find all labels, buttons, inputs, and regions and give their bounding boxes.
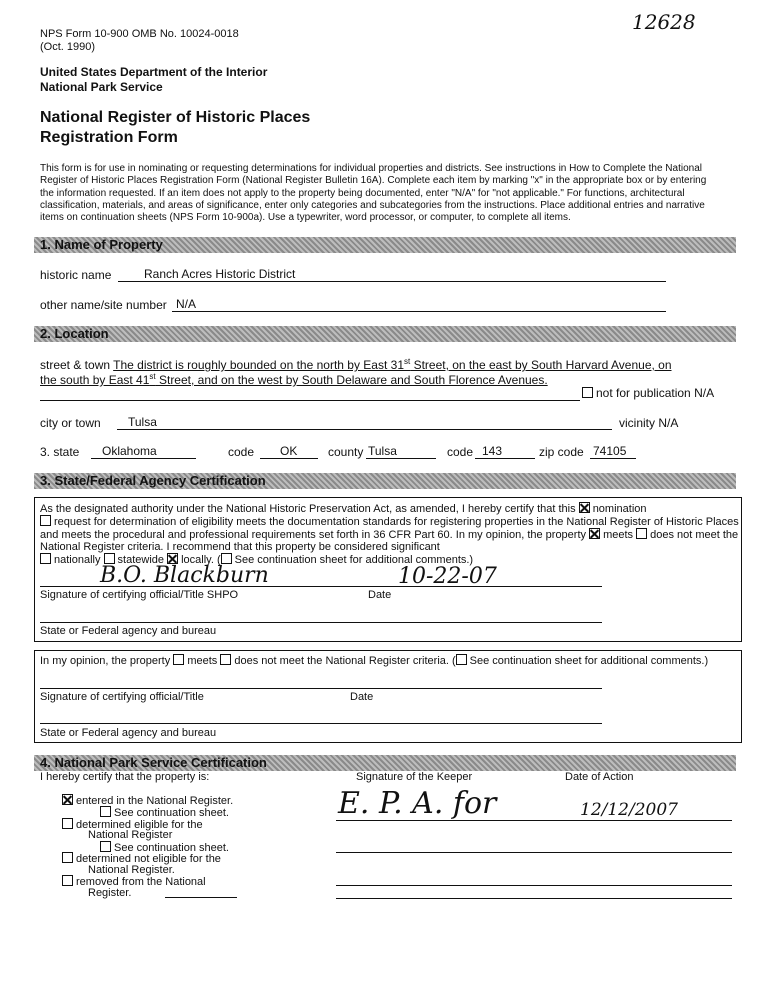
street-line2-b: Street, and on the west by South Delaware and South Florence Avenues. [155,373,548,387]
cert-line2 [40,515,739,528]
opinion-not-meet-checkbox[interactable] [220,654,231,665]
historic-name-line [118,281,666,282]
section4-band [34,755,736,771]
keeper-line-3 [336,885,732,886]
cert-line2-text: request for determination of eligibility meets the documentation standards for registering properties in the National Register of Historic Places [54,516,739,528]
other-name-label: other name/site number [40,298,167,312]
intro-line: the information requested. If an item does not apply to the property being documented, enter "N/A" for "not applicable." For functions, architectural [40,187,685,199]
county-line [366,458,436,459]
intro-paragraph [40,163,706,224]
county-code-line [475,458,535,459]
form-date: (Oct. 1990) [40,41,96,53]
does-not-meet-checkbox[interactable] [636,528,647,539]
state-code-line [260,458,318,459]
state-value[interactable]: Oklahoma [102,444,157,458]
see-cont-label-1: See continuation sheet. [114,807,229,819]
date-action-label: Date of Action [565,771,634,783]
removed-label-1: removed from the National [76,876,206,888]
opinion-not-meet-label: does not meet the National Register criteria. ( [234,655,456,667]
nomination-label: nomination [592,503,647,515]
state-code-value[interactable]: OK [280,444,298,458]
opinion-sig-label: Signature of certifying official/Title [40,691,204,703]
not-for-publication-checkbox[interactable] [582,387,593,398]
cert-line1-text: As the designated authority under the National Historic Preservation Act, as amended, I hereby certify that this [40,503,576,515]
entered-label: entered in the National Register. [76,795,234,807]
cert-line1 [40,502,647,515]
opinion-text: In my opinion, the property [40,655,171,667]
cert-line3-text: and meets the procedural and professional requirements set forth in 36 CFR Part 60. In my opinion, the property [40,529,587,541]
page-title-line2: Registration Form [40,129,178,146]
meets-checkbox[interactable] [589,528,600,539]
removed-label-2: Register. [88,887,132,899]
street-line1[interactable] [113,358,671,372]
city-label: city or town [40,416,101,430]
request-checkbox[interactable] [40,515,51,526]
form-number: NPS Form 10-900 OMB No. 10024-0018 [40,28,239,40]
city-line [117,429,612,430]
state-label: 3. state [40,445,80,459]
intro-line: Register of Historic Places Registration Form (National Register Bulletin 16A). Complete each item by marking "x" in the appropriate box or by entering [40,175,707,187]
see-cont-checkbox-1[interactable] [100,806,111,817]
not-for-publication-text: not for publication N/A [596,386,715,400]
section2-band [34,326,736,342]
county-value[interactable]: Tulsa [368,444,397,458]
see-cont-label-2: See continuation sheet. [114,842,229,854]
city-value[interactable]: Tulsa [128,415,157,429]
street-line1-sup: st [404,357,411,366]
street-line3 [40,400,580,401]
opinion-agency-label: State or Federal agency and bureau [40,727,217,739]
street-line1-b: Street, on the east by South Harvard Avenue, on [410,358,672,372]
removed-checkbox[interactable] [62,875,73,886]
nationally-label: nationally [54,554,101,566]
keeper-label: Signature of the Keeper [356,771,473,783]
opinion-continuation-checkbox[interactable] [456,654,467,665]
section1-heading: 1. Name of Property [40,237,163,252]
see-cont-checkbox-2[interactable] [100,841,111,852]
keeper-line-2 [336,852,732,853]
not-eligible-label-1: determined not eligible for the [76,853,221,865]
keeper-line-1 [336,820,732,821]
certify-line: I hereby certify that the property is: [40,771,210,783]
opinion-date-label: Date [350,691,374,703]
cert-line3 [40,528,738,541]
meets-label: meets [603,529,634,541]
shpo-agency-line [40,622,602,623]
nomination-checkbox[interactable] [579,502,590,513]
cert-line4: National Register criteria. I recommend that this property be considered significant [40,541,440,553]
section1-band [34,237,736,253]
other-name-value[interactable]: N/A [176,297,197,311]
shpo-sig-line [40,586,602,587]
shpo-date: 10-22-07 [398,564,497,589]
shpo-sig-label: Signature of certifying official/Title SHPO [40,589,239,601]
eligible-checkbox[interactable] [62,818,73,829]
zip-label: zip code [539,445,584,459]
action-date: 12/12/2007 [580,800,678,820]
nationally-checkbox[interactable] [40,553,51,564]
opinion-continuation-label: See continuation sheet for additional comments.) [469,655,709,667]
street-line2-a: the south by East 41 [40,373,150,387]
locally-label: locally. ( [181,554,221,566]
page-title-line1: National Register of Historic Places [40,109,311,126]
state-code-label: code [228,445,255,459]
historic-name-label: historic name [40,268,112,282]
does-not-meet-label: does not meet the [650,529,739,541]
street-line1-a: The district is roughly bounded on the north by East 31 [113,358,404,372]
opinion-meets-label: meets [187,655,218,667]
street-label [40,357,672,372]
shpo-date-label: Date [368,589,392,601]
keeper-line-4 [336,898,732,899]
removed-line [165,897,237,898]
eligible-label-2: National Register [88,829,173,841]
shpo-agency-label: State or Federal agency and bureau [40,625,217,637]
street-line2-sup: st [149,372,156,381]
continuation-label: See continuation sheet for additional comments.) [234,554,474,566]
keeper-signature: E. P. A. for [338,786,497,821]
county-label: county [328,445,364,459]
opinion-meets-checkbox[interactable] [173,654,184,665]
intro-line: This form is for use in nominating or requesting determinations for individual properties and districts. See instructions in How to Complete the National [40,163,702,174]
entered-checkbox[interactable] [62,794,73,805]
street-line2[interactable] [40,372,548,387]
state-line [91,458,196,459]
county-code-label: code [447,445,474,459]
handwritten-ref: 12628 [632,10,696,34]
section2-heading: 2. Location [40,326,109,341]
not-for-publication [582,386,714,400]
vicinity: vicinity N/A [619,416,679,430]
county-code-value[interactable]: 143 [482,444,503,458]
not-eligible-checkbox[interactable] [62,852,73,863]
shpo-signature: B.O. Blackburn [100,563,269,588]
section3-heading: 3. State/Federal Agency Certification [40,473,266,488]
intro-line: items on continuation sheets (NPS Form 10-900a). Use a typewriter, word processor, or computer, to complete all items. [40,212,571,224]
agency: National Park Service [40,80,163,94]
intro-line: classification, materials, and areas of significance, enter only categories and subcategories from the instructions. Place additional entries and narrative [40,199,705,211]
eligible-label-1: determined eligible for the [76,819,203,831]
department: United States Department of the Interior [40,65,268,79]
opinion-agency-line [40,723,602,724]
zip-value[interactable]: 74105 [593,444,627,458]
statewide-label: statewide [117,554,165,566]
other-name-line [172,311,666,312]
section4-heading: 4. National Park Service Certification [40,755,267,770]
section3-band [34,473,736,489]
street-label-text: street & town [40,358,111,372]
not-eligible-label-2: National Register. [88,864,175,876]
opinion-line [40,654,708,667]
opinion-sig-line [40,688,602,689]
removed-option [62,875,206,888]
zip-line [590,458,636,459]
historic-name-value[interactable]: Ranch Acres Historic District [144,267,296,281]
